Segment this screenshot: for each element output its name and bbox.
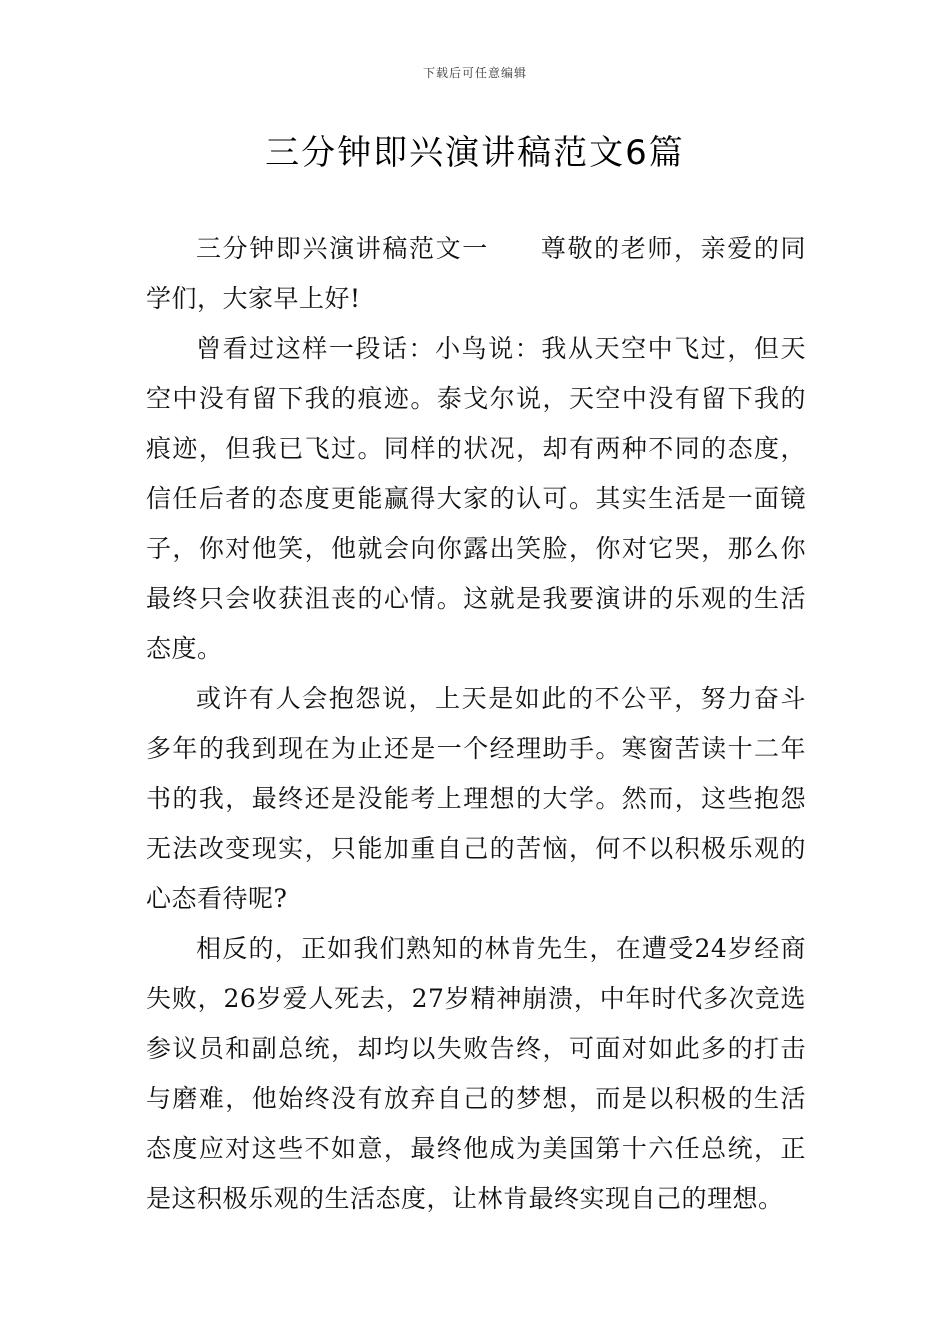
greeting-text: 尊敬的老师，亲爱的同学们，大家早上好!: [146, 234, 806, 313]
header-note: 下载后可任意编辑: [422, 66, 527, 80]
paragraph-1: [146, 224, 806, 324]
paragraph-4: 相反的，正如我们熟知的林肯先生，在遭受24岁经商失败，26岁爱人死去，27岁精神崩溃，中年时代多次竞选参议员和副总统，却均以失败告终，可面对如此多的打击与磨难，他始终没有放弃自己的梦想，而是以积极的生活态度应对这些不如意，最终他成为美国第十六任总统，正是这积极乐观的生活态度，让林肯最终实现自己的理想。: [146, 934, 806, 1213]
document-title: 三分钟即兴演讲稿范文6篇: [265, 133, 685, 173]
paragraph-3: 或许有人会抱怨说，上天是如此的不公平，努力奋斗多年的我到现在为止还是一个经理助手。寒窗苦读十二年书的我，最终还是没能考上理想的大学。然而，这些抱怨无法改变现实，只能加重自己的苦恼，何不以积极乐观的心态看待呢?: [146, 684, 806, 913]
section-heading: 三分钟即兴演讲稿范文一: [196, 234, 489, 263]
document-body: [146, 224, 806, 1224]
paragraph-2: 曾看过这样一段话：小鸟说：我从天空中飞过，但天空中没有留下我的痕迹。泰戈尔说，天空中没有留下我的痕迹，但我已飞过。同样的状况，却有两种不同的态度，信任后者的态度更能赢得大家的认可。其实生活是一面镜子，你对他笑，他就会向你露出笑脸，你对它哭，那么你最终只会收获沮丧的心情。这就是我要演讲的乐观的生活态度。: [146, 334, 806, 663]
